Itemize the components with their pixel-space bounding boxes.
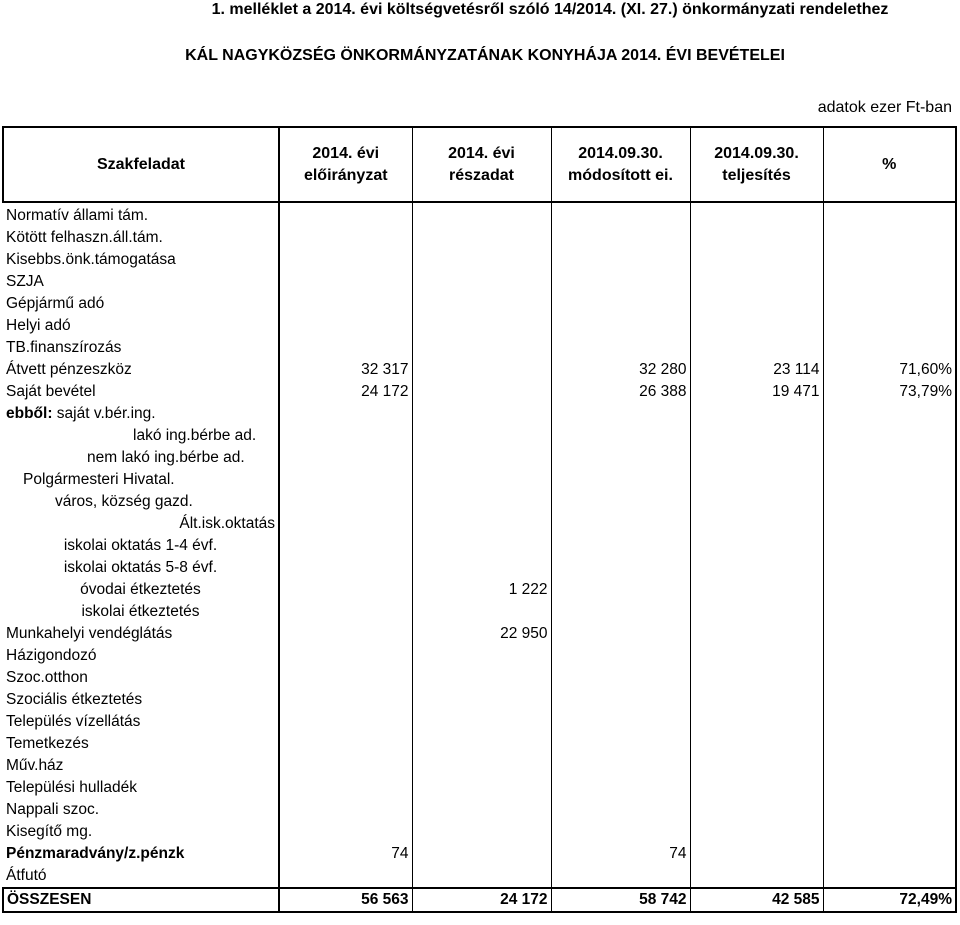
cell-v1 (279, 513, 412, 535)
cell-v4: 23 114 (690, 359, 823, 381)
table-row (3, 689, 956, 711)
row-label-text: Pénzmaradvány/z.pénzk (6, 845, 185, 862)
cell-v4 (690, 579, 823, 601)
col-header-teljesites: 2014.09.30. teljesítés (690, 127, 823, 202)
cell-v2 (412, 491, 551, 513)
cell-v5 (823, 337, 956, 359)
cell-v3: 74 (551, 843, 690, 865)
table-row (3, 447, 956, 469)
cell-v5 (823, 202, 956, 227)
cell-v4 (690, 821, 823, 843)
row-label-text: Polgármesteri Hivatal. (23, 471, 175, 488)
cell-v1 (279, 202, 412, 227)
cell-v1 (279, 447, 412, 469)
total-cell-v5: 72,49% (823, 888, 956, 912)
row-label-text: iskolai oktatás 5-8 évf. (63, 559, 218, 576)
cell-v4 (690, 645, 823, 667)
cell-v2 (412, 425, 551, 447)
table-row (3, 667, 956, 689)
cell-v4 (690, 557, 823, 579)
row-label (3, 557, 279, 579)
row-label (3, 513, 279, 535)
cell-v4 (690, 799, 823, 821)
cell-v5 (823, 557, 956, 579)
cell-v1 (279, 711, 412, 733)
cell-v5 (823, 821, 956, 843)
row-label-text: Átvett pénzeszköz (6, 361, 132, 378)
cell-v1 (279, 271, 412, 293)
cell-v1 (279, 469, 412, 491)
row-label (3, 337, 279, 359)
total-cell-v1: 56 563 (279, 888, 412, 912)
cell-v3 (551, 202, 690, 227)
cell-v2 (412, 733, 551, 755)
table-row (3, 645, 956, 667)
cell-v1 (279, 227, 412, 249)
cell-v2 (412, 799, 551, 821)
cell-v4 (690, 491, 823, 513)
cell-v1: 74 (279, 843, 412, 865)
row-label-text: óvodai étkeztetés (80, 581, 201, 598)
cell-v2: 1 222 (412, 579, 551, 601)
revenue-table (2, 126, 957, 913)
row-label (3, 711, 279, 733)
table-row (3, 843, 956, 865)
cell-v2 (412, 403, 551, 425)
col-header-percent: % (823, 127, 956, 202)
cell-v3 (551, 667, 690, 689)
cell-v4 (690, 755, 823, 777)
table-row (3, 491, 956, 513)
table-row (3, 202, 956, 227)
cell-v4 (690, 403, 823, 425)
cell-v4 (690, 469, 823, 491)
table-row (3, 557, 956, 579)
row-label-text: iskolai étkeztetés (81, 603, 200, 620)
row-label-text: Nappali szoc. (6, 801, 100, 818)
cell-v3: 32 280 (551, 359, 690, 381)
cell-v2 (412, 293, 551, 315)
row-label-text: Ált.isk.oktatás (179, 515, 275, 532)
row-label-text: Temetkezés (6, 735, 89, 752)
cell-v3 (551, 711, 690, 733)
cell-v1 (279, 601, 412, 623)
table-row (3, 337, 956, 359)
header-row (3, 127, 956, 202)
row-label (3, 403, 279, 425)
cell-v4 (690, 667, 823, 689)
cell-v1 (279, 557, 412, 579)
row-label (3, 425, 279, 447)
row-label (3, 381, 279, 403)
cell-v4 (690, 425, 823, 447)
cell-v4 (690, 711, 823, 733)
row-label-text: város, község gazd. (55, 493, 193, 510)
cell-v5 (823, 227, 956, 249)
row-label-text: Kisegítő mg. (6, 823, 93, 840)
row-label (3, 733, 279, 755)
table-row (3, 469, 956, 491)
cell-v3 (551, 425, 690, 447)
cell-v1 (279, 293, 412, 315)
row-label (3, 491, 279, 513)
row-label-text: Műv.ház (6, 757, 64, 774)
cell-v4 (690, 447, 823, 469)
cell-v5 (823, 623, 956, 645)
cell-v3 (551, 557, 690, 579)
row-label-text: Települési hulladék (6, 779, 137, 796)
cell-v2 (412, 667, 551, 689)
cell-v4 (690, 623, 823, 645)
cell-v5 (823, 403, 956, 425)
row-label-text: Gépjármű adó (6, 295, 105, 312)
cell-v1: 24 172 (279, 381, 412, 403)
row-label-text: Szociális étkeztetés (6, 691, 143, 708)
cell-v2 (412, 755, 551, 777)
table-row (3, 711, 956, 733)
cell-v2: 22 950 (412, 623, 551, 645)
cell-v1 (279, 733, 412, 755)
row-label-text: saját v.bér.ing. (52, 405, 156, 422)
document-title: KÁL NAGYKÖZSÉG ÖNKORMÁNYZATÁNAK KONYHÁJA 2014. ÉVI BEVÉTELEI (185, 47, 785, 64)
row-label-text: Település vízellátás (6, 713, 141, 730)
cell-v5: 73,79% (823, 381, 956, 403)
row-label (3, 359, 279, 381)
row-label-text: Házigondozó (6, 647, 97, 664)
cell-v5 (823, 469, 956, 491)
cell-v1 (279, 865, 412, 888)
cell-v2 (412, 337, 551, 359)
cell-v4 (690, 601, 823, 623)
row-label-text: Kötött felhaszn.áll.tám. (6, 229, 163, 246)
cell-v3 (551, 733, 690, 755)
row-label (3, 227, 279, 249)
cell-v5 (823, 865, 956, 888)
row-label-text: Kisebbs.önk.támogatása (6, 251, 176, 268)
row-label (3, 579, 279, 601)
cell-v4 (690, 733, 823, 755)
cell-v3 (551, 601, 690, 623)
cell-v1 (279, 425, 412, 447)
row-label-text: TB.finanszírozás (6, 339, 122, 356)
table-row (3, 249, 956, 271)
table-row (3, 513, 956, 535)
cell-v4 (690, 293, 823, 315)
cell-v1 (279, 535, 412, 557)
cell-v1 (279, 645, 412, 667)
cell-v3: 26 388 (551, 381, 690, 403)
cell-v1 (279, 821, 412, 843)
row-label-text: nem lakó ing.bérbe ad. (87, 449, 245, 466)
table-row (3, 293, 956, 315)
cell-v5 (823, 645, 956, 667)
table-row (3, 799, 956, 821)
cell-v4 (690, 227, 823, 249)
cell-v3 (551, 821, 690, 843)
cell-v1: 32 317 (279, 359, 412, 381)
table-row (3, 733, 956, 755)
cell-v5 (823, 667, 956, 689)
cell-v4 (690, 271, 823, 293)
cell-v5: 71,60% (823, 359, 956, 381)
cell-v5 (823, 447, 956, 469)
row-label (3, 667, 279, 689)
cell-v3 (551, 337, 690, 359)
cell-v4 (690, 535, 823, 557)
table-row (3, 755, 956, 777)
row-label-text: Saját bevétel (6, 383, 96, 400)
cell-v4 (690, 513, 823, 535)
table-row (3, 227, 956, 249)
row-label (3, 865, 279, 888)
total-cell-v2: 24 172 (412, 888, 551, 912)
cell-v2 (412, 711, 551, 733)
cell-v1 (279, 337, 412, 359)
cell-v3 (551, 777, 690, 799)
row-label (3, 623, 279, 645)
col-header-eloiranyzat: 2014. évi előirányzat (279, 127, 412, 202)
cell-v5 (823, 755, 956, 777)
table-row (3, 865, 956, 888)
cell-v2 (412, 821, 551, 843)
cell-v2 (412, 469, 551, 491)
cell-v1 (279, 777, 412, 799)
cell-v3 (551, 623, 690, 645)
table-row (3, 271, 956, 293)
cell-v3 (551, 491, 690, 513)
cell-v3 (551, 513, 690, 535)
cell-v2 (412, 601, 551, 623)
cell-v3 (551, 227, 690, 249)
row-label (3, 799, 279, 821)
cell-v3 (551, 293, 690, 315)
cell-v2 (412, 359, 551, 381)
cell-v5 (823, 315, 956, 337)
cell-v2 (412, 381, 551, 403)
annex-reference: 1. melléklet a 2014. évi költségvetésről szóló 14/2014. (XI. 27.) önkormányzati rendelethez (211, 1, 889, 18)
cell-v5 (823, 579, 956, 601)
cell-v3 (551, 249, 690, 271)
cell-v3 (551, 689, 690, 711)
cell-v3 (551, 755, 690, 777)
cell-v4 (690, 777, 823, 799)
cell-v3 (551, 799, 690, 821)
cell-v5 (823, 733, 956, 755)
cell-v1 (279, 579, 412, 601)
cell-v5 (823, 689, 956, 711)
table-row (3, 403, 956, 425)
cell-v1 (279, 249, 412, 271)
cell-v1 (279, 491, 412, 513)
table-row (3, 315, 956, 337)
cell-v3 (551, 447, 690, 469)
cell-v4 (690, 843, 823, 865)
col-header-modositott: 2014.09.30. módosított ei. (551, 127, 690, 202)
row-label-text: lakó ing.bérbe ad. (133, 427, 257, 444)
row-label (3, 645, 279, 667)
cell-v3 (551, 645, 690, 667)
row-label (3, 601, 279, 623)
table-row (3, 359, 956, 381)
cell-v5 (823, 711, 956, 733)
cell-v5 (823, 535, 956, 557)
table-row (3, 777, 956, 799)
cell-v5 (823, 491, 956, 513)
row-label-text: SZJA (6, 273, 44, 290)
row-label-text: iskolai oktatás 1-4 évf. (63, 537, 218, 554)
table-row (3, 579, 956, 601)
table-body (3, 202, 956, 912)
cell-v5 (823, 513, 956, 535)
cell-v3 (551, 579, 690, 601)
row-label-text: Helyi adó (6, 317, 71, 334)
cell-v4 (690, 337, 823, 359)
cell-v3 (551, 865, 690, 888)
row-label-prefix: ebből: (6, 405, 53, 422)
cell-v5 (823, 249, 956, 271)
cell-v2 (412, 557, 551, 579)
row-label (3, 202, 279, 227)
cell-v1 (279, 755, 412, 777)
cell-v3 (551, 271, 690, 293)
cell-v4 (690, 249, 823, 271)
cell-v4 (690, 315, 823, 337)
cell-v5 (823, 601, 956, 623)
total-label: ÖSSZESEN (3, 888, 279, 912)
row-label (3, 689, 279, 711)
row-label-text: Szoc.otthon (6, 669, 88, 686)
cell-v4 (690, 865, 823, 888)
cell-v3 (551, 403, 690, 425)
cell-v5 (823, 293, 956, 315)
col-header-szakfeladat: Szakfeladat (3, 127, 279, 202)
cell-v2 (412, 447, 551, 469)
cell-v5 (823, 777, 956, 799)
cell-v2 (412, 315, 551, 337)
cell-v2 (412, 645, 551, 667)
table-row (3, 425, 956, 447)
cell-v2 (412, 227, 551, 249)
table-row (3, 623, 956, 645)
cell-v2 (412, 535, 551, 557)
unit-note: adatok ezer Ft-ban (817, 99, 952, 116)
cell-v1 (279, 315, 412, 337)
total-cell-v4: 42 585 (690, 888, 823, 912)
cell-v2 (412, 843, 551, 865)
row-label (3, 535, 279, 557)
row-label (3, 249, 279, 271)
total-cell-v3: 58 742 (551, 888, 690, 912)
cell-v4: 19 471 (690, 381, 823, 403)
row-label (3, 293, 279, 315)
table-row (3, 535, 956, 557)
row-label (3, 447, 279, 469)
cell-v1 (279, 689, 412, 711)
cell-v1 (279, 799, 412, 821)
cell-v1 (279, 403, 412, 425)
cell-v3 (551, 469, 690, 491)
cell-v5 (823, 843, 956, 865)
cell-v2 (412, 865, 551, 888)
table-row (3, 821, 956, 843)
row-label (3, 821, 279, 843)
cell-v4 (690, 689, 823, 711)
table-row (3, 601, 956, 623)
cell-v1 (279, 623, 412, 645)
row-label-text: Munkahelyi vendéglátás (6, 625, 173, 642)
row-label (3, 271, 279, 293)
row-label (3, 843, 279, 865)
cell-v5 (823, 271, 956, 293)
col-header-reszadat: 2014. évi részadat (412, 127, 551, 202)
table-row (3, 381, 956, 403)
cell-v2 (412, 689, 551, 711)
cell-v2 (412, 249, 551, 271)
cell-v4 (690, 202, 823, 227)
cell-v5 (823, 799, 956, 821)
row-label (3, 315, 279, 337)
row-label (3, 777, 279, 799)
cell-v2 (412, 777, 551, 799)
row-label-text: Normatív állami tám. (6, 207, 149, 224)
cell-v2 (412, 202, 551, 227)
cell-v3 (551, 535, 690, 557)
cell-v2 (412, 513, 551, 535)
cell-v2 (412, 271, 551, 293)
cell-v3 (551, 315, 690, 337)
row-label-text: Átfutó (6, 867, 47, 884)
row-label (3, 469, 279, 491)
total-row (3, 888, 956, 912)
cell-v1 (279, 667, 412, 689)
row-label (3, 755, 279, 777)
cell-v5 (823, 425, 956, 447)
